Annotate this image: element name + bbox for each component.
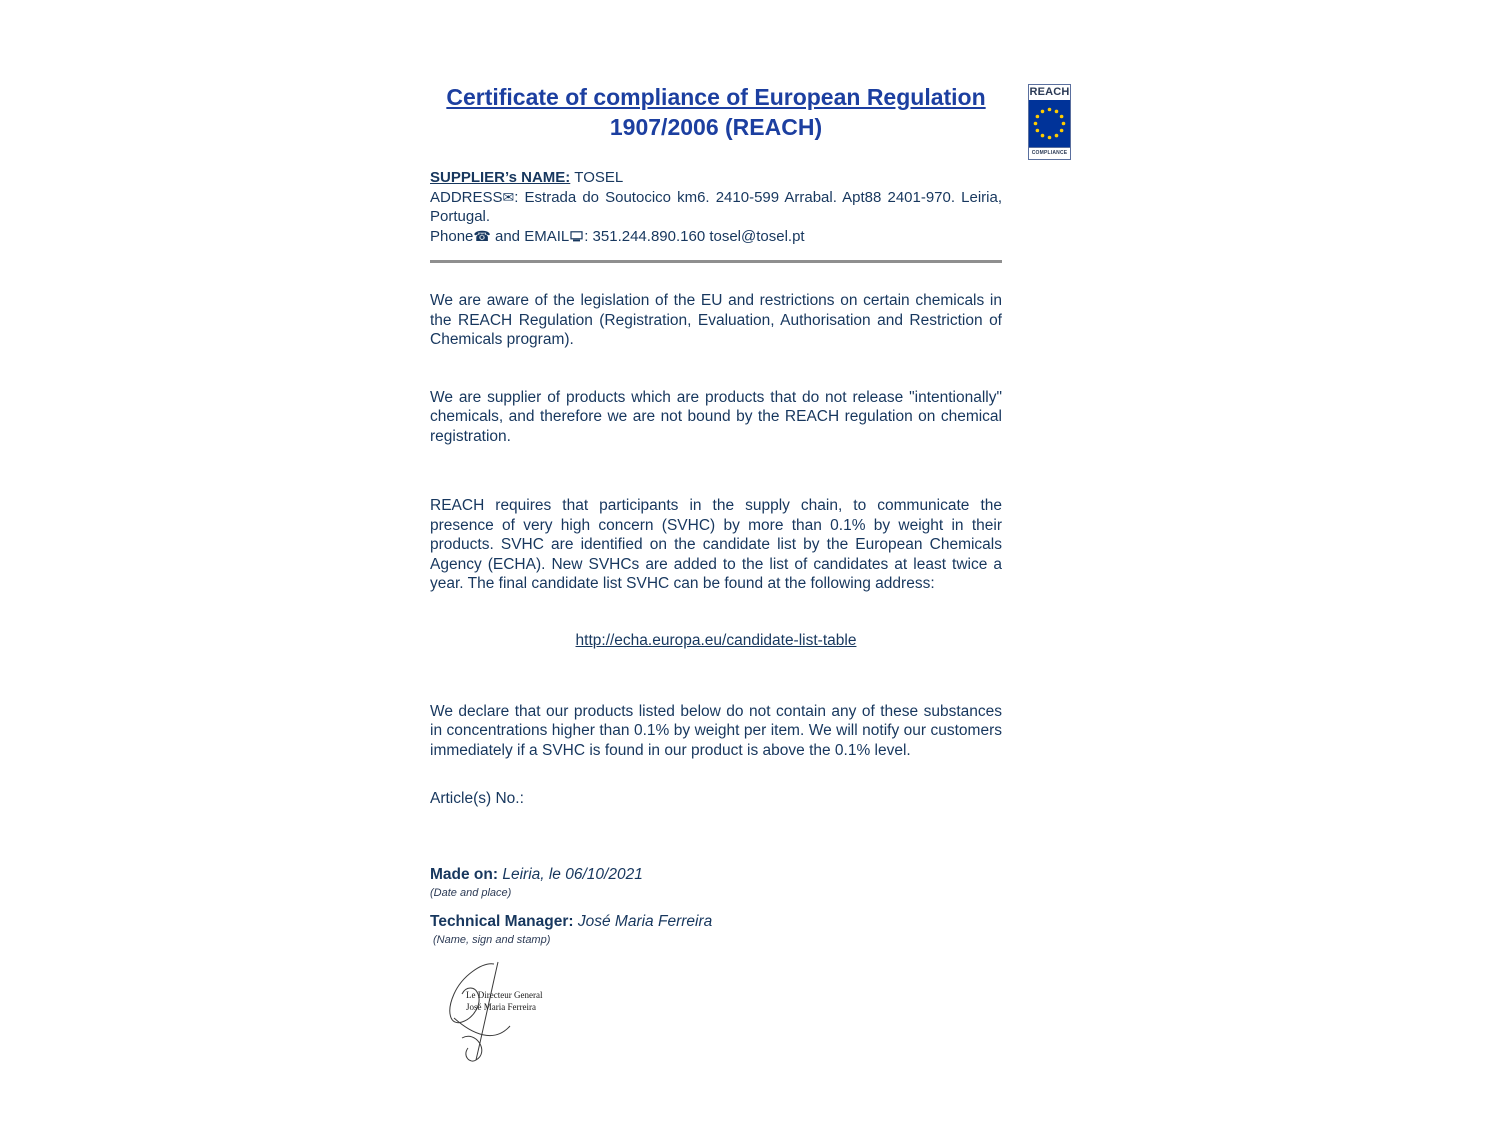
technical-manager-value: José Maria Ferreira xyxy=(577,913,713,930)
made-on-row xyxy=(430,866,1002,884)
phone-icon: ☎ xyxy=(473,227,491,244)
phone-email-value: : 351.244.890.160 tosel@tosel.pt xyxy=(584,227,805,245)
candidate-list-link-row xyxy=(430,632,1002,650)
made-on-label: Made on: xyxy=(430,866,499,883)
supplier-address-row xyxy=(430,188,1002,227)
title-line-2: 1907/2006 (REACH) xyxy=(609,114,823,140)
paragraph-supplier-statement: We are supplier of products which are products that do not release "intentionally" chemicals, and therefore we are not bound by the REACH regulation on chemical registration. xyxy=(430,388,1002,445)
paragraph-reach-awareness: We are aware of the legislation of the EU and restrictions on certain chemicals in the REACH Regulation (Registration, Evaluation, Authorisation and Restriction of Chemicals program). xyxy=(430,292,1002,348)
reach-compliance-logo xyxy=(1028,84,1071,160)
title-line-1: Certificate of compliance of European Regulation xyxy=(446,84,986,110)
envelope-icon: ✉ xyxy=(502,188,515,205)
signature-area xyxy=(432,960,1002,1070)
candidate-list-link[interactable]: http://echa.europa.eu/candidate-list-table xyxy=(575,631,857,649)
email-device-icon xyxy=(570,231,583,242)
name-sign-note: (Name, sign and stamp) xyxy=(433,934,551,946)
signature-text-line-2: José Maria Ferreira xyxy=(466,1002,536,1012)
signature-text-line-1: Le Directeur General xyxy=(466,990,543,1000)
eu-stars-icon xyxy=(1029,100,1070,147)
address-value: : Estrada do Soutocico km6. 2410-599 Arrabal. Apt88 2401-970. Leiria, Portugal. xyxy=(430,188,1002,225)
paragraph-svhc-requirements: REACH requires that participants in the supply chain, to communicate the presence of very high concern (SVHC) by more than 0.1% by weight in their products. SVHC are identified on the candidate list by the European Chemicals Agency (ECHA). New SVHCs are added to the list of candidates at least twice a year. The final candidate list SVHC can be found at the following address: xyxy=(430,497,1002,592)
supplier-block xyxy=(430,168,1002,246)
document-title xyxy=(430,82,1002,142)
reach-logo-subtitle: COMPLIANCE xyxy=(1029,147,1070,159)
date-place-note: (Date and place) xyxy=(430,887,512,899)
eu-flag-icon xyxy=(1029,100,1070,147)
paragraph-declaration: We declare that our products listed below do not contain any of these substances in concentrations higher than 0.1% by weight per item. We will notify our customers immediately if a SVHC is found in our product is above the 0.1% level. xyxy=(430,702,1002,759)
phone-label: Phone xyxy=(430,227,474,245)
supplier-name-row xyxy=(430,168,1002,188)
handwritten-signature-icon xyxy=(432,960,557,1065)
technical-manager-label: Technical Manager: xyxy=(430,913,574,930)
article-number-label: Article(s) No.: xyxy=(430,790,524,807)
made-on-value: Leiria, le 06/10/2021 xyxy=(502,866,643,883)
address-label: ADDRESS xyxy=(430,188,503,206)
phone-mid-label: and EMAIL xyxy=(490,227,570,245)
supplier-phone-row xyxy=(430,227,1002,247)
header-divider xyxy=(430,260,1002,263)
technical-manager-row xyxy=(430,913,1002,931)
reach-logo-title: REACH xyxy=(1029,86,1070,98)
supplier-name-label: SUPPLIER’s NAME: xyxy=(430,169,571,186)
certificate-document xyxy=(430,82,1002,1070)
supplier-name-value: TOSEL xyxy=(574,169,624,186)
